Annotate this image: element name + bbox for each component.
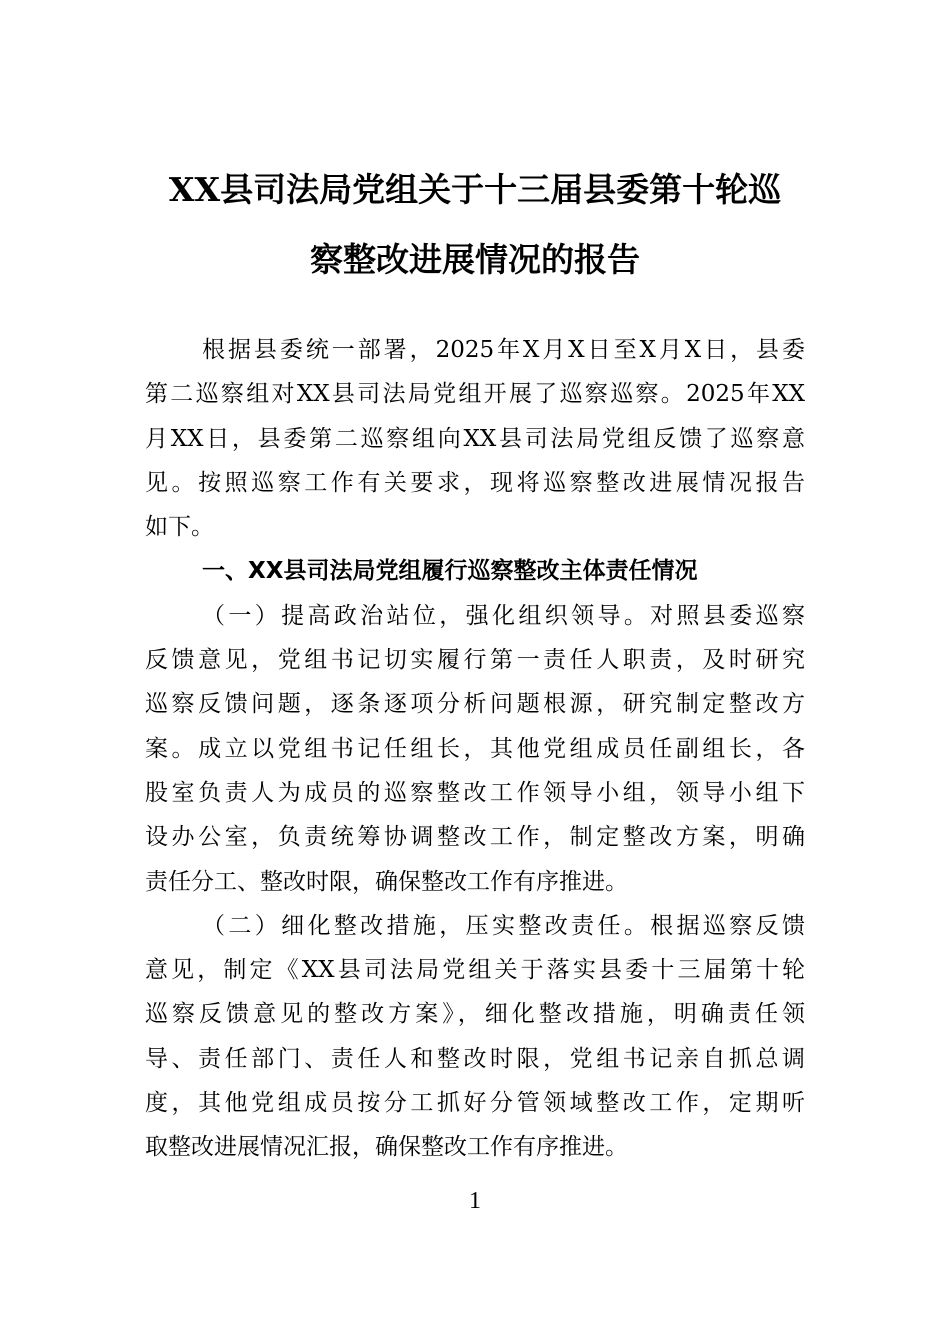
text-line: 度，其他党组成员按分工抓好分管领域整改工作，定期听 — [145, 1090, 805, 1117]
text-line: 巡察反馈意见的整改方案》，细化整改措施，明确责任领 — [145, 1001, 805, 1028]
paragraph-intro — [145, 328, 805, 549]
text-line: 巡察反馈问题，逐条逐项分析问题根源，研究制定整改方 — [145, 691, 805, 718]
text-line: （一）提高政治站位，强化组织领导。对照县委巡察 — [202, 602, 805, 629]
title-line: XX县司法局党组关于十三届县委第十轮巡 — [168, 170, 782, 209]
text-line: 月XX日，县委第二巡察组向XX县司法局党组反馈了巡察意 — [145, 425, 805, 452]
text-line: 股室负责人为成员的巡察整改工作领导小组，领导小组下 — [145, 779, 805, 806]
document-title — [140, 155, 810, 295]
document-body — [145, 328, 805, 1170]
heading-line: 一、XX县司法局党组履行巡察整改主体责任情况 — [202, 558, 698, 585]
text-line: 反馈意见，党组书记切实履行第一责任人职责，及时研究 — [145, 647, 805, 674]
text-line: 责任分工、整改时限，确保整改工作有序推进。 — [145, 868, 628, 895]
text-line: 取整改进展情况汇报，确保整改工作有序推进。 — [145, 1134, 628, 1161]
text-line: 第二巡察组对XX县司法局党组开展了巡察巡察。2025年XX — [145, 381, 805, 408]
page-number: 1 — [469, 1188, 481, 1214]
text-line: 导、责任部门、责任人和整改时限，党组书记亲自抓总调 — [145, 1045, 805, 1072]
text-line: 意见，制定《XX县司法局党组关于落实县委十三届第十轮 — [145, 957, 805, 984]
text-line: 见。按照巡察工作有关要求，现将巡察整改进展情况报告 — [145, 469, 805, 496]
text-line: 如下。 — [145, 514, 214, 541]
title-line: 察整改进展情况的报告 — [310, 240, 640, 279]
text-line: 案。成立以党组书记任组长，其他党组成员任副组长，各 — [145, 735, 805, 762]
paragraph-subsection-1 — [145, 594, 805, 904]
text-line: 设办公室，负责统筹协调整改工作，制定整改方案，明确 — [145, 824, 805, 851]
text-line: （二）细化整改措施，压实整改责任。根据巡察反馈 — [202, 912, 805, 939]
section-heading — [145, 549, 805, 593]
text-line: 根据县委统一部署，2025年X月X日至X月X日，县委 — [202, 337, 805, 363]
paragraph-subsection-2 — [145, 904, 805, 1170]
